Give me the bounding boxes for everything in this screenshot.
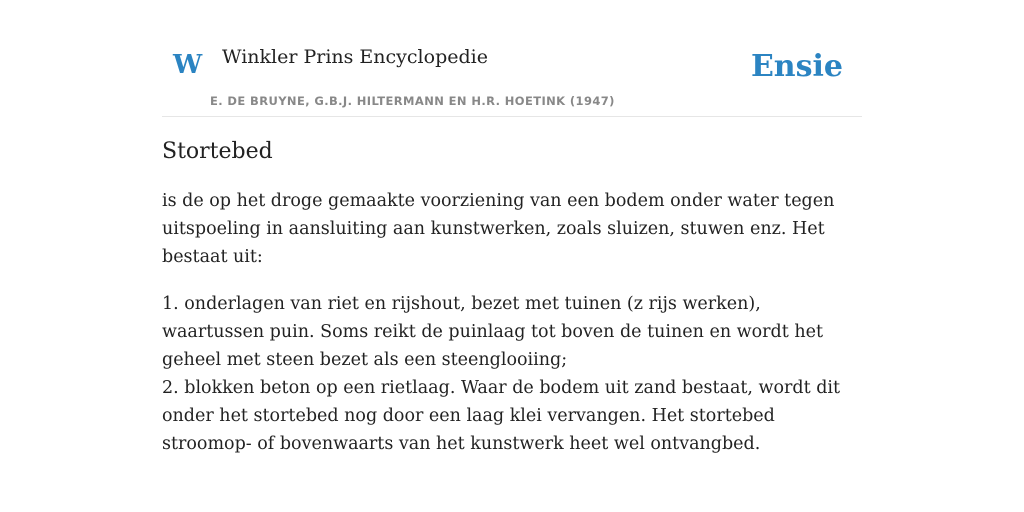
authors-line: E. DE BRUYNE, G.B.J. HILTERMANN EN H.R. HOETINK (1947) <box>210 94 615 108</box>
encyclopedia-header <box>162 30 862 117</box>
winkler-prins-logo[interactable]: W <box>173 50 203 80</box>
article-paragraph: 1. onderlagen van riet en rijshout, bezet met tuinen (z rijs werken), waartussen puin. Soms reikt de puinlaag tot boven de tuinen en wordt het geheel met steen bezet als een steenglooiing; 2. blokken beton op een rietlaag. Waar de bodem uit zand bestaat, wordt dit onder het stortebed nog door een laag klei vervangen. Het stortebed stroomop- of bovenwaarts van het kunstwerk heet wel ontvangbed. <box>162 293 841 454</box>
article <box>162 138 862 458</box>
article-title: Stortebed <box>162 139 273 164</box>
encyclopedia-title[interactable]: Winkler Prins Encyclopedie <box>222 46 488 68</box>
ensie-logo-link[interactable]: Ensie <box>750 49 843 84</box>
article-paragraph: is de op het droge gemaakte voorziening van een bodem onder water tegen uitspoeling in aansluiting aan kunstwerken, zoals sluizen, stuwen enz. Het bestaat uit: <box>162 190 835 267</box>
